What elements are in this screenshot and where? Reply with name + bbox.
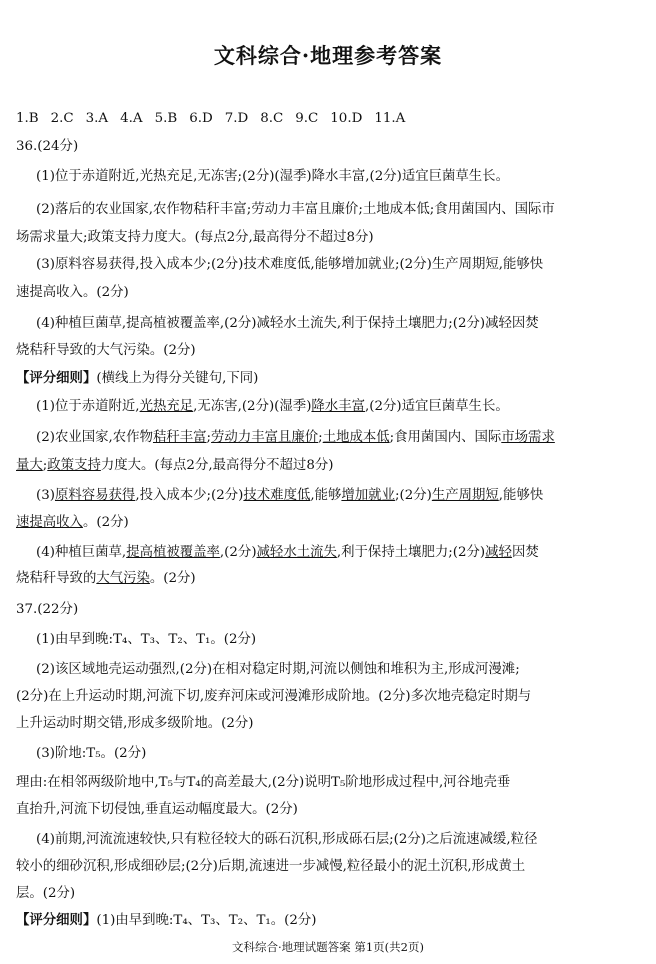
q36-answer-2-cont: 场需求量大;政策支持力度大。(每点2分,最高得分不超过8分) bbox=[16, 230, 374, 245]
rubric-label: 【评分细则】 bbox=[16, 912, 97, 928]
q37-answer-2-cont: 上升运动时期交错,形成多级阶地。(2分) bbox=[16, 716, 254, 731]
rubric-key-phrase: 速提高收入 bbox=[16, 515, 83, 530]
rubric-text: ,无冻害,(2分)(湿季) bbox=[193, 399, 312, 414]
rubric-text: 因焚 bbox=[511, 545, 539, 560]
mc-answer: 5.B bbox=[154, 111, 178, 126]
rubric-key-phrase: 市场需求 bbox=[501, 430, 555, 445]
rubric-key-phrase: 降水丰富 bbox=[311, 399, 365, 414]
mc-answer: 7.D bbox=[224, 111, 249, 126]
rubric-key-phrase: 技术难度低 bbox=[243, 488, 311, 503]
rubric-key-phrase: 减轻水土流失 bbox=[256, 545, 337, 560]
q36-heading: 36.(24分) bbox=[16, 139, 79, 154]
q37-reason-cont: 直抬升,河流下切侵蚀,垂直运动幅度最大。(2分) bbox=[16, 802, 298, 817]
page-title: 文科综合·地理参考答案 bbox=[213, 43, 443, 68]
rubric-key-phrase: 光热充足 bbox=[139, 399, 194, 414]
q36-rubric-1 bbox=[36, 398, 642, 415]
rubric-key-phrase: 提高植被覆盖率 bbox=[126, 545, 220, 560]
rubric-text: 力度大。(每点2分,最高得分不超过8分) bbox=[100, 458, 334, 473]
mc-answer: 6.D bbox=[189, 111, 213, 126]
rubric-text: (3) bbox=[36, 488, 55, 503]
rubric-text: (2)农业国家,农作物 bbox=[36, 430, 153, 445]
q36-rubric-3 bbox=[36, 487, 642, 504]
q37-answer-2-cont: (2分)在上升运动时期,河流下切,废弃河床或河漫滩形成阶地。(2分)多次地壳稳定时期与 bbox=[16, 689, 532, 704]
rubric-text: (1)位于赤道附近, bbox=[36, 399, 140, 414]
rubric-text: ,利于保持土壤肥力;(2分) bbox=[336, 545, 486, 560]
q37-heading: 37.(22分) bbox=[16, 602, 79, 617]
rubric-text: ,投入成本少;(2分) bbox=[135, 488, 244, 503]
mc-answer: 9.C bbox=[295, 111, 319, 126]
rubric-text: ,(2分)适宜巨菌草生长。 bbox=[364, 399, 509, 414]
rubric-note: (横线上为得分关键句,下同) bbox=[96, 371, 259, 386]
rubric-text: 烧秸秆导致的 bbox=[16, 571, 97, 586]
rubric-text: ,能够 bbox=[310, 488, 342, 503]
rubric-key-phrase: 增加就业 bbox=[341, 488, 395, 503]
q36-rubric-2 bbox=[36, 429, 642, 446]
q36-rubric-4 bbox=[36, 544, 642, 561]
rubric-text: ,(2分) bbox=[219, 545, 257, 560]
rubric-text: ;(2分) bbox=[394, 488, 432, 503]
q37-rubric bbox=[16, 912, 642, 929]
mc-answer: 8.C bbox=[260, 111, 284, 126]
rubric-text: ,能够快 bbox=[498, 488, 544, 503]
multiple-choice-answers bbox=[16, 110, 642, 127]
rubric-text: ; bbox=[318, 430, 323, 445]
rubric-key-phrase: 劳动力丰富且廉价 bbox=[211, 430, 319, 445]
q36-answer-3-cont: 速提高收入。(2分) bbox=[16, 285, 129, 300]
mc-answer: 1.B bbox=[16, 111, 39, 126]
mc-answer: 10.D bbox=[330, 111, 363, 126]
rubric-key-phrase: 秸秆丰富 bbox=[152, 430, 207, 445]
q37-reason: 理由:在相邻两级阶地中,T₅与T₄的高差最大,(2分)说明T₅阶地形成过程中,河谷地壳垂 bbox=[16, 775, 511, 790]
rubric-text: 。(2分) bbox=[149, 571, 196, 586]
rubric-key-phrase: 减轻 bbox=[485, 545, 512, 560]
q37-answer-2: (2)该区域地壳运动强烈,(2分)在相对稳定时期,河流以侧蚀和堆积为主,形成河漫滩; bbox=[36, 662, 520, 677]
rubric-key-phrase: 土地成本低 bbox=[322, 430, 390, 445]
q36-answer-2: (2)落后的农业国家,农作物秸秆丰富;劳动力丰富且廉价;土地成本低;食用菌国内、国际市 bbox=[36, 202, 555, 217]
mc-answer: 3.A bbox=[85, 111, 109, 126]
q36-rubric-2-cont bbox=[16, 457, 642, 474]
page-footer: 文科综合·地理试题答案 第1页(共2页) bbox=[232, 940, 424, 954]
rubric-text: ; bbox=[206, 430, 212, 445]
q36-rubric-heading bbox=[16, 370, 642, 387]
q37-answer-4-cont: 层。(2分) bbox=[16, 886, 76, 901]
rubric-key-phrase: 大气污染 bbox=[96, 571, 150, 586]
rubric-key-phrase: 政策支持 bbox=[47, 458, 101, 473]
q36-answer-4-cont: 烧秸秆导致的大气污染。(2分) bbox=[16, 343, 196, 358]
q37-answer-4: (4)前期,河流流速较快,只有粒径较大的砾石沉积,形成砾石层;(2分)之后流速减缓,粒径 bbox=[36, 832, 538, 847]
q36-answer-3: (3)原料容易获得,投入成本少;(2分)技术难度低,能够增加就业;(2分)生产周期短,能够快 bbox=[36, 257, 544, 272]
rubric-text: (1)由早到晚:T₄、T₃、T₂、T₁。(2分) bbox=[96, 913, 317, 928]
rubric-key-phrase: 原料容易获得 bbox=[54, 488, 136, 503]
mc-answer: 2.C bbox=[50, 111, 74, 126]
rubric-text: ; bbox=[42, 458, 48, 473]
rubric-text: ;食用菌国内、国际 bbox=[389, 430, 502, 445]
rubric-text: (4)种植巨菌草, bbox=[36, 545, 127, 560]
rubric-label: 【评分细则】 bbox=[16, 370, 97, 386]
q36-rubric-4-cont bbox=[16, 570, 642, 587]
q37-answer-3: (3)阶地:T₅。(2分) bbox=[36, 746, 147, 761]
mc-answer: 11.A bbox=[374, 111, 406, 126]
q37-answer-1: (1)由早到晚:T₄、T₃、T₂、T₁。(2分) bbox=[36, 632, 257, 647]
mc-answer: 4.A bbox=[120, 111, 143, 126]
q36-answer-4: (4)种植巨菌草,提高植被覆盖率,(2分)减轻水土流失,利于保持土壤肥力;(2分)减轻因焚 bbox=[36, 316, 539, 331]
rubric-key-phrase: 生产周期短 bbox=[431, 488, 499, 503]
q36-answer-1: (1)位于赤道附近,光热充足,无冻害;(2分)(湿季)降水丰富,(2分)适宜巨菌草生长。 bbox=[36, 169, 509, 184]
rubric-text: 。(2分) bbox=[82, 515, 129, 530]
rubric-key-phrase: 量大 bbox=[16, 458, 43, 473]
q37-answer-4-cont: 较小的细砂沉积,形成细砂层;(2分)后期,流速进一步减慢,粒径最小的泥土沉积,形成黄土 bbox=[16, 859, 526, 874]
q36-rubric-3-cont bbox=[16, 514, 642, 531]
